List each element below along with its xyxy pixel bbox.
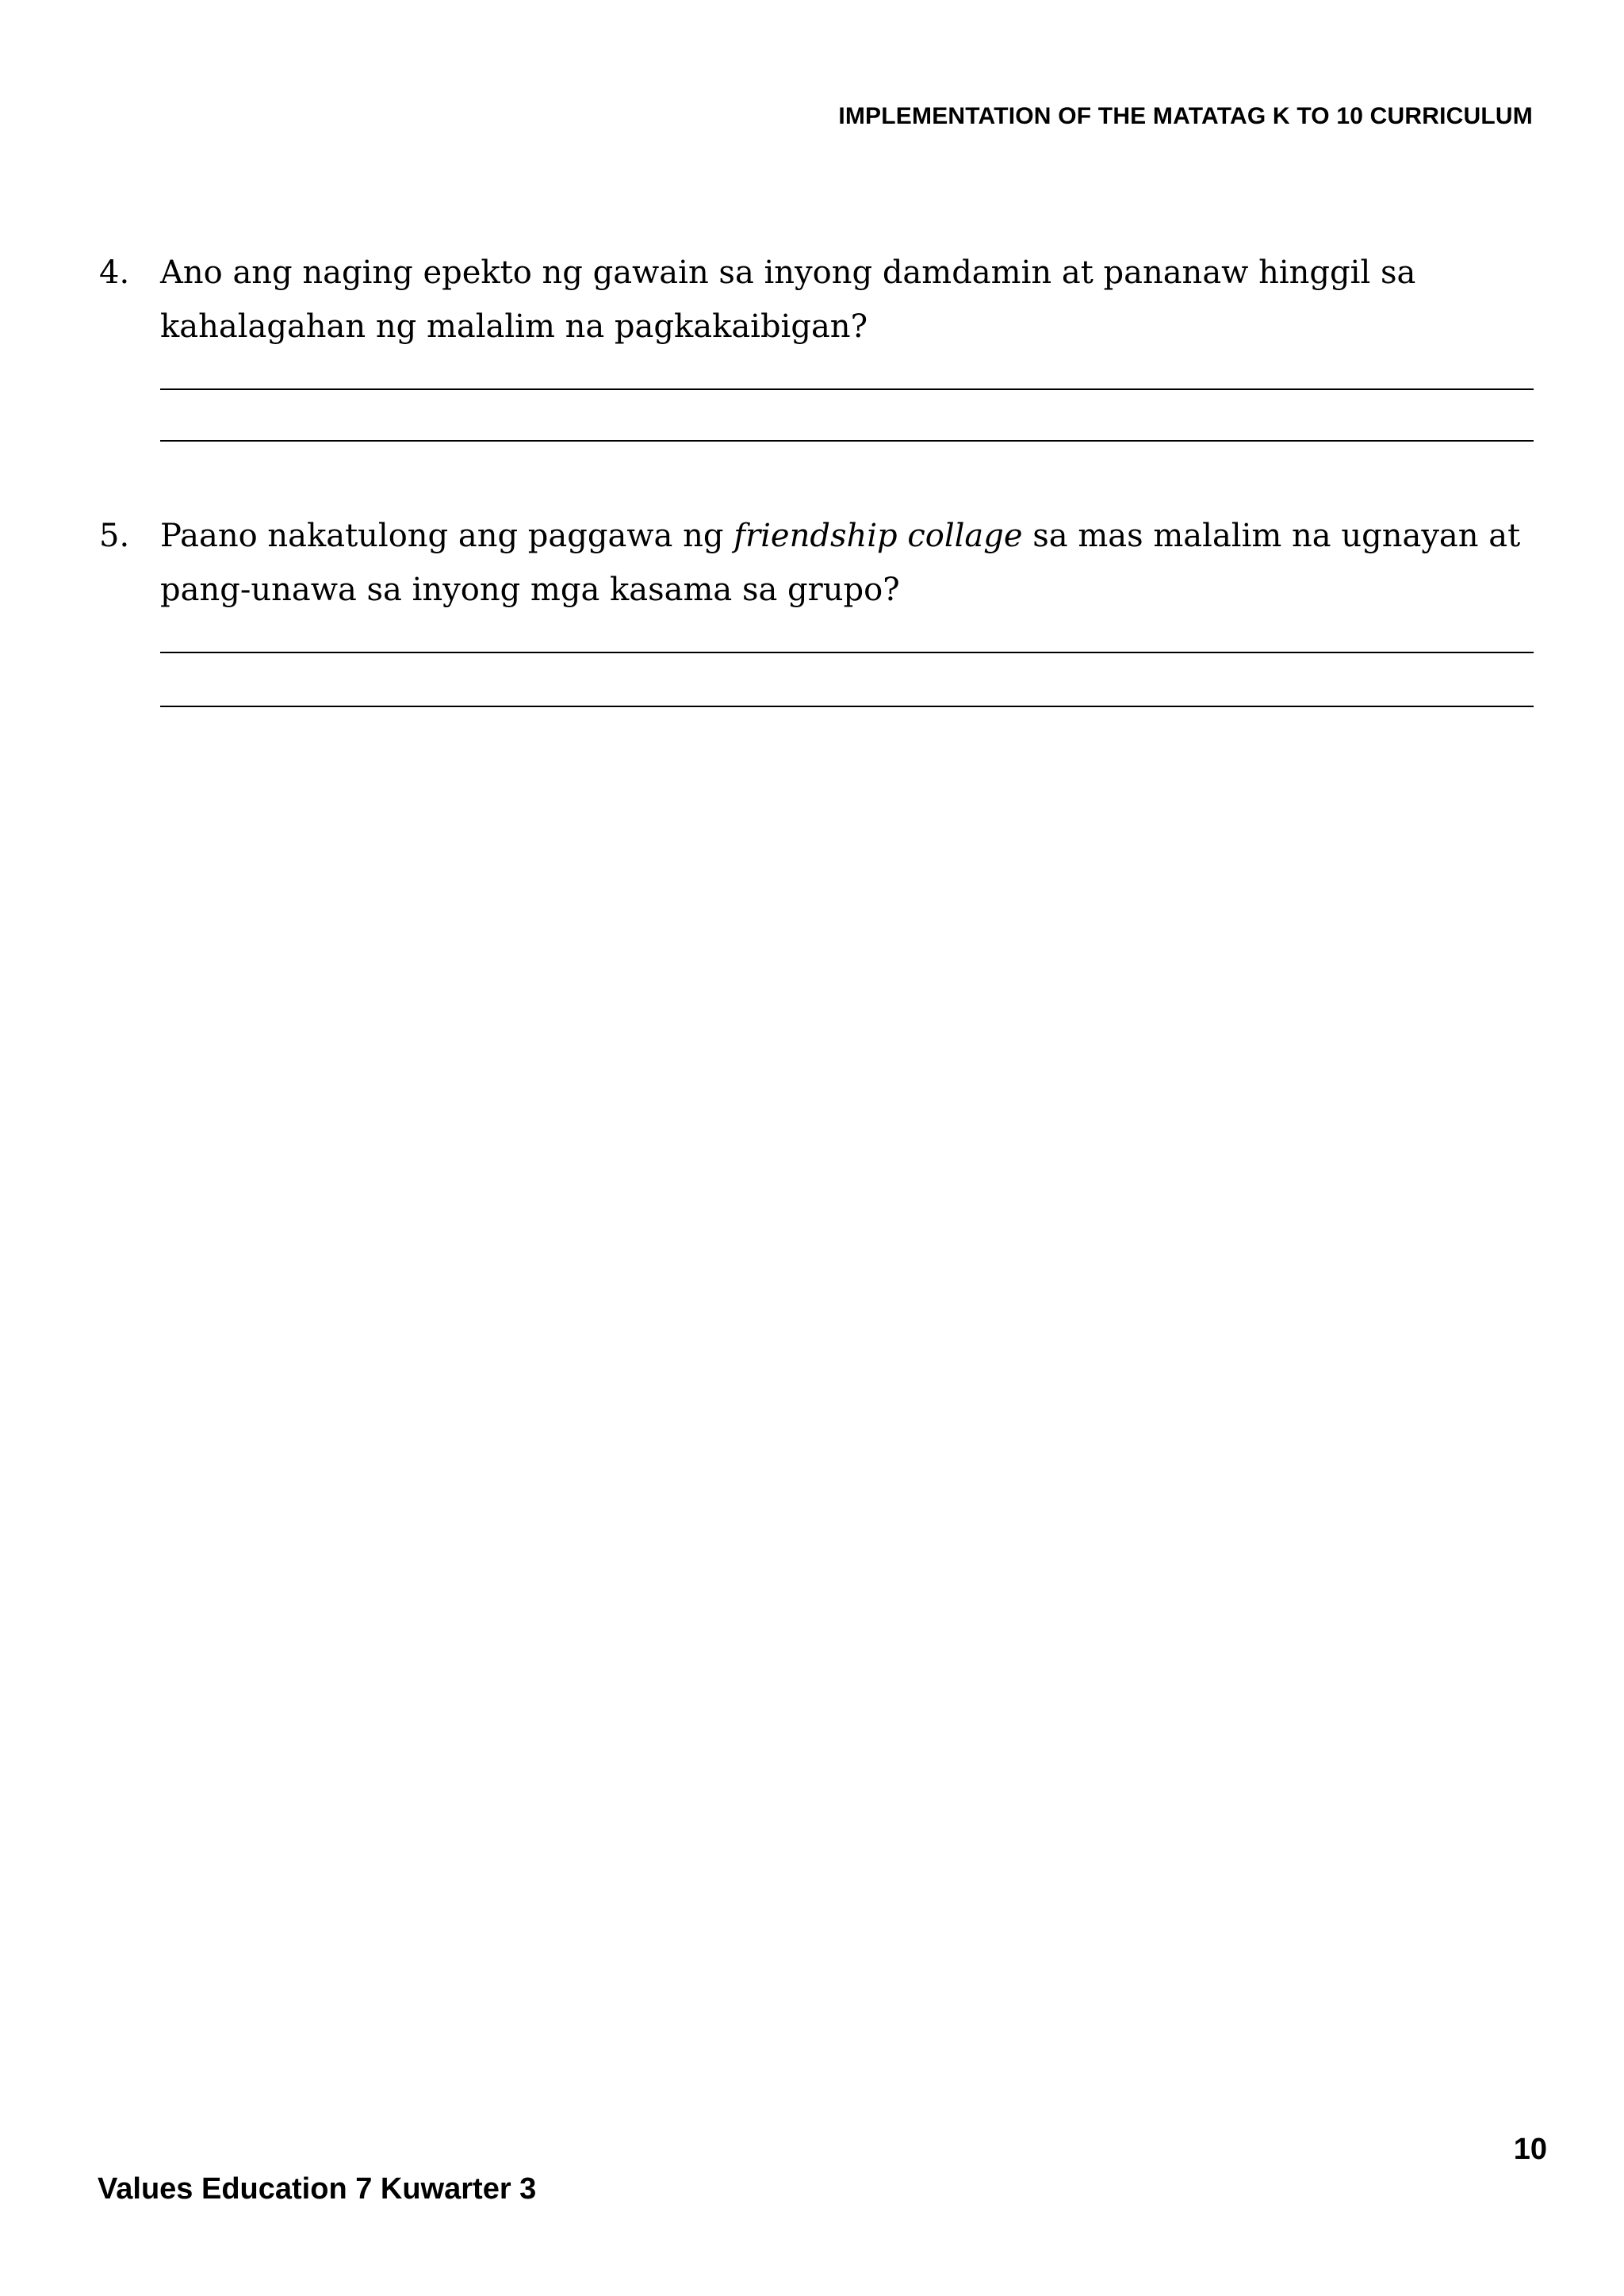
question-4 [99,246,1534,354]
question-5 [99,509,1534,617]
answer-line[interactable] [160,388,1534,390]
question-text [160,509,1532,617]
question-text: Ano ang naging epekto ng gawain sa inyong damdamin at pananaw hinggil sa kahalagahan ng malalim na pagkakaibigan? [160,254,1416,345]
footer-subject: Values Education 7 Kuwarter 3 [98,2172,537,2206]
answer-line[interactable] [160,440,1534,442]
page-number: 10 [1513,2133,1547,2166]
question-number: 4. [99,254,130,291]
question-number: 5. [99,518,130,554]
question-text-italic: friendship collage [733,518,1023,554]
answer-line[interactable] [160,706,1534,707]
question-text-part: Paano nakatulong ang paggawa ng [160,518,734,554]
page-header: IMPLEMENTATION OF THE MATATAG K TO 10 CURRICULUM [838,103,1533,129]
answer-line[interactable] [160,652,1534,653]
question-text-part: sa mas malalim na ugnayan at pang-unawa sa inyong mga kasama sa grupo? [160,518,1521,608]
